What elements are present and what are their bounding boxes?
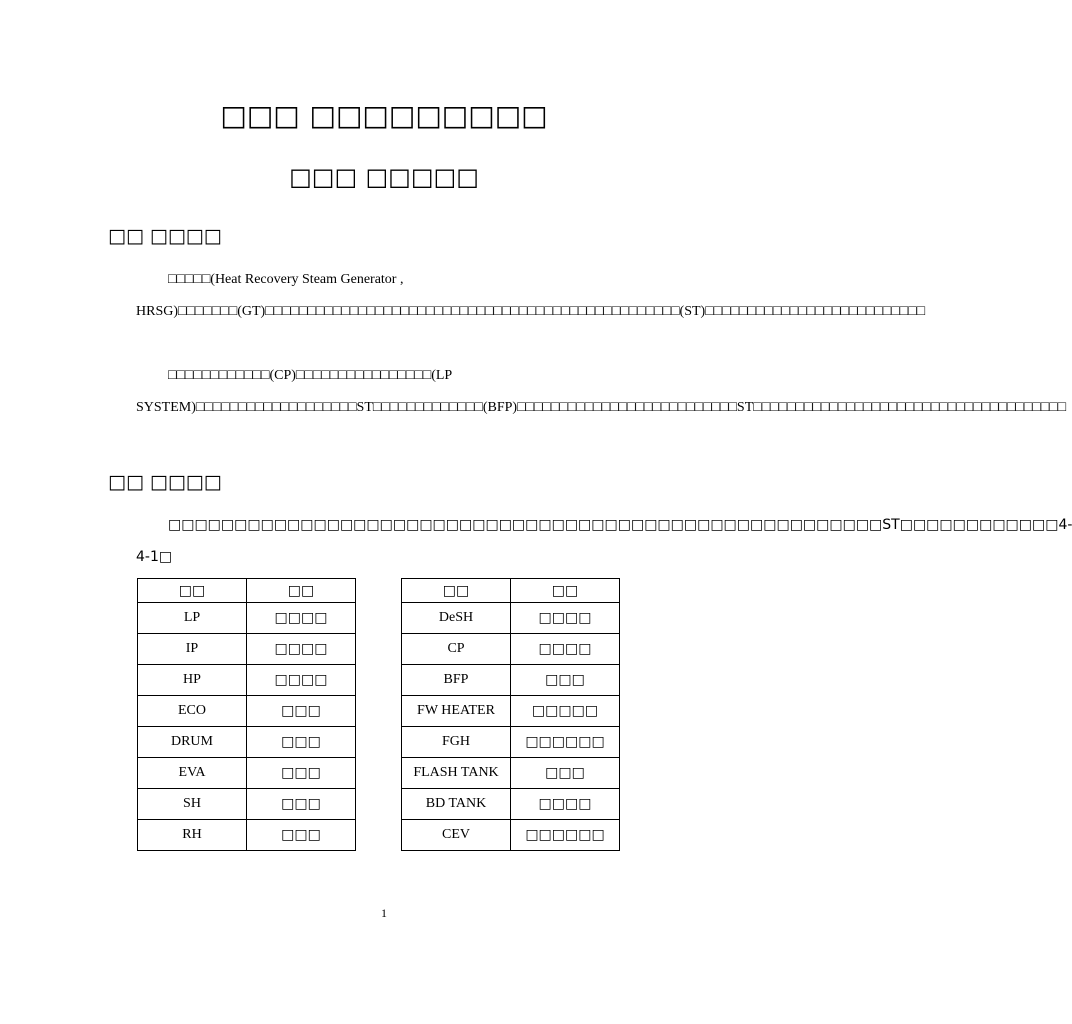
document-subtitle: □□□ □□□□□ <box>289 163 479 191</box>
table-cell: □□□□ <box>511 603 620 634</box>
table-cell: EVA <box>138 758 247 789</box>
table-cell: □□□□□□ <box>511 727 620 758</box>
table-cell: FGH <box>402 727 511 758</box>
abbreviation-table-right <box>401 578 620 851</box>
table-row <box>402 665 620 696</box>
table-header-row <box>138 579 356 603</box>
section-title: □□□□ <box>149 471 222 493</box>
table-row <box>138 727 356 758</box>
table-row <box>402 758 620 789</box>
table-row <box>138 820 356 851</box>
table-cell: □□□ <box>247 820 356 851</box>
table-cell: BD TANK <box>402 789 511 820</box>
table-cell: □□□ <box>511 665 620 696</box>
paragraph-2: □□□□□□□□□□□□(CP)□□□□□□□□□□□□□□□□(LP SYSTEM)□□□□□□□□□□□□□□□□□□□ST□□□□□□□□□□□□□(BFP)□□□□□□□□□□□□□□□□□□□□□□□□□□ST□□□□□□□□□□□□□□□□□□□□□□□□□□□□□□□□□□□□□ <box>136 368 1067 415</box>
table-cell: □□□□ <box>511 789 620 820</box>
table-row <box>402 634 620 665</box>
column-header: □□ <box>511 579 620 603</box>
column-header: □□ <box>247 579 356 603</box>
section-number: □□ <box>108 471 144 493</box>
table-row <box>138 789 356 820</box>
table-row <box>138 696 356 727</box>
table-cell: □□□□□ <box>511 696 620 727</box>
table-cell: □□□□ <box>247 603 356 634</box>
paragraph-3: □□□□□□□□□□□□□□□□□□□□□□□□□□□□□□□□□□□□□□□□□□□□□□□□□□□□□□ST□□□□□□□□□□□□4-4-1□ <box>136 517 1072 565</box>
table-cell: □□□ <box>511 758 620 789</box>
table-cell: □□□□ <box>511 634 620 665</box>
column-header: □□ <box>138 579 247 603</box>
abbreviation-table-left <box>137 578 356 851</box>
table-cell: □□□ <box>247 727 356 758</box>
table-cell: ECO <box>138 696 247 727</box>
table-cell: □□□□ <box>247 665 356 696</box>
table-cell: LP <box>138 603 247 634</box>
paragraph-1: □□□□□(Heat Recovery Steam Generator , HRSG)□□□□□□□(GT)□□□□□□□□□□□□□□□□□□□□□□□□□□□□□□□□□□□□□□□□□□□□□□□□□(ST)□□□□□□□□□□□□□□□□□□□□□□□□□□ <box>136 272 926 319</box>
page-number: 1 <box>381 906 387 920</box>
section-number: □□ <box>108 225 144 247</box>
table-row <box>138 665 356 696</box>
table-cell: □□□□ <box>247 634 356 665</box>
table-row <box>138 603 356 634</box>
table-cell: FW HEATER <box>402 696 511 727</box>
section-heading-1 <box>108 223 222 249</box>
table-cell: □□□ <box>247 696 356 727</box>
table-row <box>402 603 620 634</box>
table-row <box>402 789 620 820</box>
table-cell: DeSH <box>402 603 511 634</box>
table-cell: BFP <box>402 665 511 696</box>
table-cell: FLASH TANK <box>402 758 511 789</box>
table-cell: HP <box>138 665 247 696</box>
table-cell: CP <box>402 634 511 665</box>
table-cell: □□□ <box>247 758 356 789</box>
table-row <box>138 634 356 665</box>
table-cell: SH <box>138 789 247 820</box>
table-row <box>402 820 620 851</box>
table-cell: CEV <box>402 820 511 851</box>
table-cell: DRUM <box>138 727 247 758</box>
section-title: □□□□ <box>149 225 222 247</box>
table-cell: RH <box>138 820 247 851</box>
table-row <box>138 758 356 789</box>
table-row <box>402 696 620 727</box>
table-cell: □□□□□□ <box>511 820 620 851</box>
column-header: □□ <box>402 579 511 603</box>
table-cell: □□□ <box>247 789 356 820</box>
document-title: □□□ □□□□□□□□□ <box>220 99 548 132</box>
table-row <box>402 727 620 758</box>
table-cell: IP <box>138 634 247 665</box>
table-header-row <box>402 579 620 603</box>
section-heading-2 <box>108 469 222 495</box>
